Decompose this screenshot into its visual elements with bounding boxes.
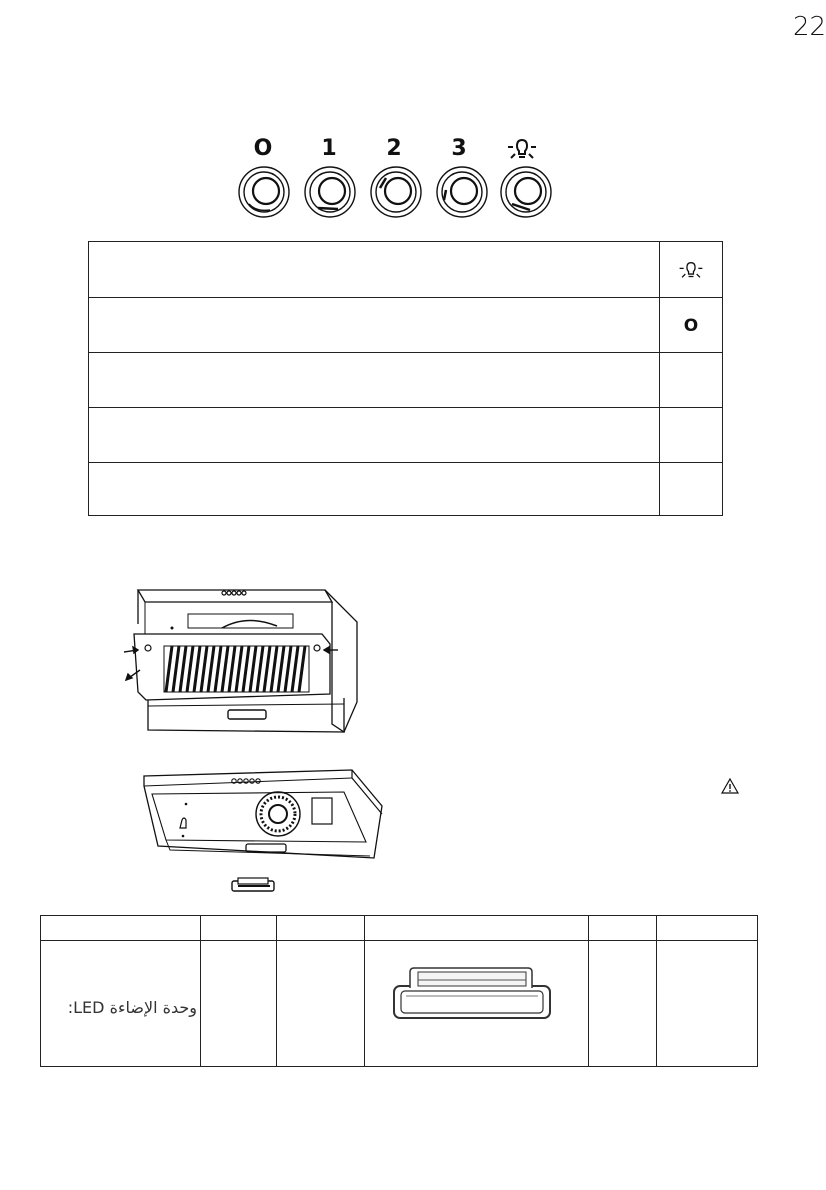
- page-number: 22: [793, 12, 826, 42]
- off-symbol: O: [683, 315, 699, 336]
- led-module-small-icon: [230, 877, 278, 893]
- light-icon: [678, 258, 704, 282]
- parts-table-col-divider: [276, 916, 277, 1066]
- knob-label-off: O: [253, 136, 273, 161]
- parts-table-header-divider: [41, 940, 757, 941]
- control-table: [88, 241, 723, 516]
- parts-table-col-divider: [200, 916, 201, 1066]
- knob-label-speed-2: 2: [386, 136, 402, 161]
- led-module-label: وحدة الإضاءة LED:: [67, 998, 197, 1017]
- knob-speed-1[interactable]: [305, 167, 355, 217]
- control-row-off: [89, 297, 722, 352]
- knob-speed-2[interactable]: [371, 167, 421, 217]
- knob-speed-3[interactable]: [437, 167, 487, 217]
- knob-light[interactable]: [501, 167, 551, 217]
- parts-table-col-divider: [656, 916, 657, 1066]
- knob-label-speed-1: 1: [321, 136, 337, 161]
- control-row-symbol: [660, 353, 722, 408]
- warning-triangle-icon: [721, 778, 739, 794]
- control-row-symbol: [660, 463, 722, 518]
- knob-off[interactable]: [239, 167, 289, 217]
- knob-label-speed-3: 3: [451, 136, 467, 161]
- control-row-symbol: [660, 298, 722, 353]
- control-row-symbol: [660, 408, 722, 463]
- control-row: [89, 462, 722, 517]
- control-row: [89, 407, 722, 462]
- hood-filter-removal-illustration: [112, 584, 362, 736]
- parts-table-col-divider: [588, 916, 589, 1066]
- fan-illustration: [256, 792, 300, 836]
- led-module-illustration: [392, 966, 554, 1026]
- light-icon: [506, 136, 538, 162]
- control-row-symbol: [660, 242, 722, 297]
- hood-led-illustration: [138, 766, 384, 864]
- parts-table: [40, 915, 758, 1067]
- control-knobs: [236, 164, 556, 222]
- parts-table-col-divider: [364, 916, 365, 1066]
- control-row-light: [89, 242, 722, 297]
- control-row: [89, 352, 722, 407]
